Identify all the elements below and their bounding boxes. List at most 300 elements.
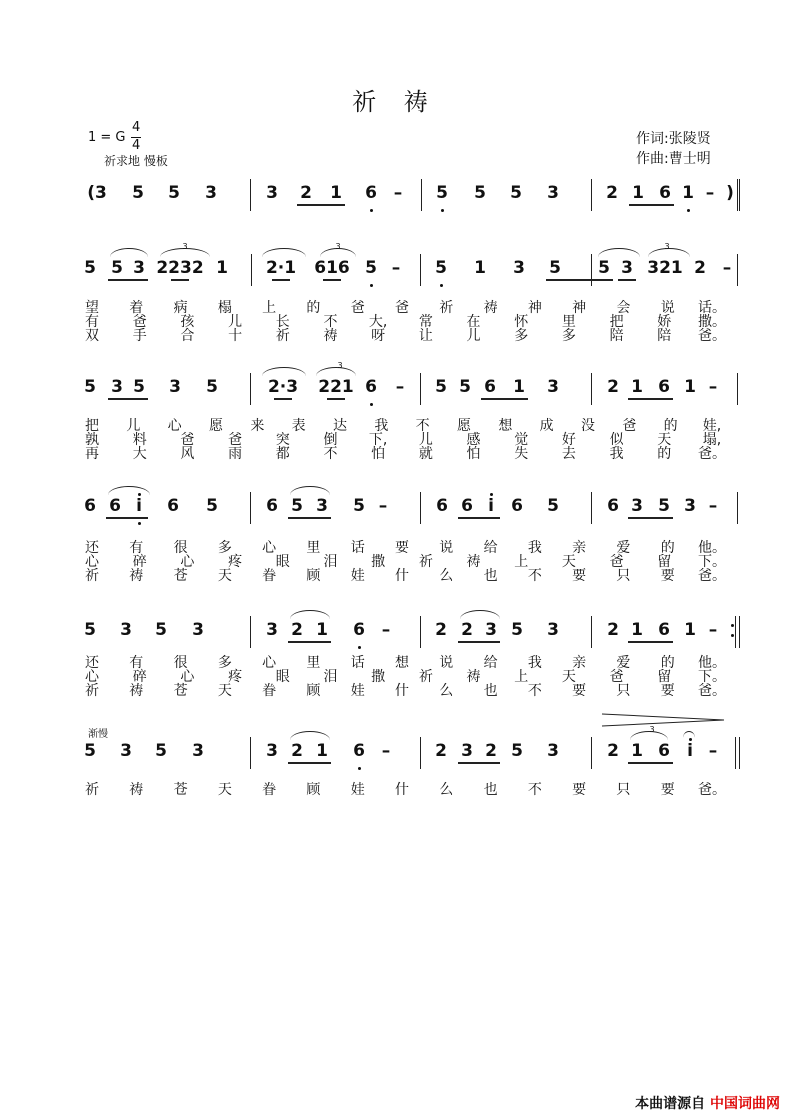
bar-line	[737, 254, 738, 286]
lyric-char: 不	[527, 683, 542, 699]
lyric-char: 儿	[418, 432, 433, 448]
lyric-char: 很	[173, 540, 188, 556]
lyric-char: 碎	[132, 669, 147, 685]
slur	[290, 731, 330, 740]
lyric-char: 祷	[129, 568, 144, 584]
lyric-char: 塌,	[702, 432, 722, 448]
slur	[110, 248, 148, 257]
lyric-char: 上	[262, 300, 277, 316]
lyric-char: 再	[85, 446, 99, 462]
bar-line	[591, 616, 592, 648]
time-signature-top: 4	[132, 120, 141, 135]
note: 221	[318, 377, 354, 397]
note: 3	[192, 741, 204, 761]
lyric-char: 疼	[228, 669, 243, 685]
lyric-char: 天	[217, 782, 232, 798]
beam-underline	[628, 398, 673, 400]
high-octave-dot	[689, 738, 692, 741]
lyric-char: 榻	[217, 300, 232, 316]
beam-underline	[171, 279, 189, 281]
note: 3	[547, 377, 559, 397]
note: 6	[84, 496, 96, 516]
note: 3	[120, 741, 132, 761]
lyric-char: 话	[350, 540, 365, 556]
low-octave-dot	[358, 767, 361, 770]
triplet-mark: 3	[664, 242, 670, 251]
note: 1	[330, 183, 342, 203]
lyric-char: 倒	[323, 432, 338, 448]
beam-underline	[106, 517, 148, 519]
low-octave-dot	[441, 209, 444, 212]
note: 2·3	[267, 377, 299, 397]
slur	[598, 248, 640, 257]
note: 3	[485, 620, 497, 640]
bar-line	[591, 373, 592, 405]
lyric-char: 么	[439, 568, 454, 584]
bar-line	[739, 616, 740, 648]
beam-underline	[628, 517, 673, 519]
lyric-char: 只	[616, 568, 631, 584]
note: 6	[658, 741, 670, 761]
lyric-char: 什	[395, 683, 409, 699]
fermata-icon	[683, 731, 695, 738]
lyric-char: 都	[275, 446, 290, 462]
slur	[290, 610, 330, 619]
slur	[316, 367, 356, 376]
bar-line	[737, 179, 738, 211]
lyric-char: 我	[527, 655, 542, 671]
note: 6	[353, 741, 365, 761]
note: 2	[300, 183, 312, 203]
note: 616	[314, 258, 350, 278]
lyric-char: 把	[85, 418, 99, 434]
lyric-char: 要	[572, 568, 587, 584]
lyric-char: 眼	[275, 554, 290, 570]
lyric-char: 让	[418, 328, 433, 344]
lyric-char: 祈	[85, 683, 99, 699]
composer-credit: 作曲:曹士明	[636, 151, 711, 167]
lyric-char: 祈	[85, 568, 99, 584]
lyric-char: 爸	[180, 432, 195, 448]
note: 5	[111, 258, 123, 278]
lyric-char: 望	[85, 300, 99, 316]
lyric-char: 达	[333, 418, 347, 434]
lyric-char: 风	[180, 446, 195, 462]
lyric-char: 陪	[609, 328, 624, 344]
note: –	[708, 377, 718, 397]
note: 3	[111, 377, 123, 397]
lyric-char: 苍	[173, 782, 188, 798]
lyric-char: 有	[129, 655, 144, 671]
lyric-char: 爸	[350, 300, 365, 316]
low-octave-dot	[370, 209, 373, 212]
lyric-char: 在	[466, 314, 481, 330]
lyric-char: 留	[657, 554, 672, 570]
note: 6	[167, 496, 179, 516]
lyric-char: 多	[514, 328, 529, 344]
note: i	[488, 496, 494, 516]
note: 1	[216, 258, 228, 278]
lyric-char: 我	[527, 540, 542, 556]
lyric-char: 不	[415, 418, 430, 434]
note: 3	[205, 183, 217, 203]
lyric-char: 大,	[368, 314, 388, 330]
lyric-char: 常	[418, 314, 433, 330]
beam-underline	[629, 204, 674, 206]
lyric-char: 料	[132, 432, 147, 448]
lyric-char: 好	[561, 432, 576, 448]
note: 2	[485, 741, 497, 761]
beam-underline	[546, 279, 613, 281]
note: –	[708, 620, 718, 640]
lyric-char: 不	[527, 782, 542, 798]
lyric-char: 眷	[262, 683, 277, 699]
note: 6	[461, 496, 473, 516]
note: 1	[316, 741, 328, 761]
note: 6	[607, 496, 619, 516]
footer-site-link[interactable]: 中国词曲网	[710, 1096, 780, 1112]
score-row-1	[0, 183, 790, 243]
lyric-char: 苍	[173, 568, 188, 584]
lyric-char: 天	[217, 568, 232, 584]
note: –	[391, 258, 401, 278]
lyric-char: 话	[350, 655, 365, 671]
lyric-char: 的	[657, 446, 672, 462]
note: 6	[436, 496, 448, 516]
lyric-char: 泪	[323, 554, 338, 570]
lyric-char: 也	[483, 683, 498, 699]
lyric-char: 长	[275, 314, 290, 330]
beam-underline	[272, 279, 290, 281]
lyric-char: 祷	[323, 328, 338, 344]
beam-underline	[458, 517, 500, 519]
lyric-char: 祷	[466, 554, 481, 570]
lyric-char: 天	[561, 554, 576, 570]
lyric-char: 表	[291, 418, 306, 434]
lyric-char: 把	[609, 314, 624, 330]
lyric-char: 撒。	[698, 314, 726, 330]
lyric-char: 天	[657, 432, 672, 448]
lyric-char: 手	[132, 328, 147, 344]
bar-line	[735, 737, 736, 769]
lyric-char: 撒	[371, 554, 386, 570]
lyric-char: 心	[85, 669, 99, 685]
lyric-char: 有	[129, 540, 144, 556]
lyric-char: 不	[527, 568, 542, 584]
lyric-char: 大	[132, 446, 147, 462]
slur	[290, 486, 330, 495]
lyric-char: 孩	[180, 314, 195, 330]
note: 2	[291, 620, 303, 640]
bar-line	[420, 373, 421, 405]
high-octave-dot	[490, 493, 493, 496]
low-octave-dot	[138, 522, 141, 525]
lyric-char: 亲	[572, 655, 587, 671]
note: –	[705, 183, 715, 203]
note: 1	[474, 258, 486, 278]
lyric-char: 下。	[698, 669, 726, 685]
lyric-char: 眷	[262, 568, 277, 584]
lyric-char: 天	[561, 669, 576, 685]
note: 1	[513, 377, 525, 397]
lyric-char: 他。	[698, 655, 726, 671]
lyric-char: 说	[660, 300, 675, 316]
bar-line	[739, 737, 740, 769]
lyric-char: 祈	[275, 328, 290, 344]
lyric-char: 病	[173, 300, 188, 316]
lyric-char: 下,	[368, 432, 388, 448]
note: –	[395, 377, 405, 397]
beam-underline	[458, 762, 500, 764]
lyric-char: 疼	[228, 554, 243, 570]
lyric-char: 心	[262, 655, 277, 671]
note: 3	[266, 183, 278, 203]
low-octave-dot	[358, 646, 361, 649]
time-signature-bottom: 4	[132, 138, 141, 153]
lyric-char: 孰	[85, 432, 99, 448]
lyric-char: 雨	[228, 446, 243, 462]
beam-underline	[108, 398, 148, 400]
lyric-char: 爸。	[698, 328, 726, 344]
lyric-char: 的	[660, 540, 675, 556]
lyric-char: 双	[85, 328, 99, 344]
lyric-char: 亲	[572, 540, 587, 556]
lyric-char: 眼	[275, 669, 290, 685]
bar-line	[591, 737, 592, 769]
lyric-char: 爸	[132, 314, 147, 330]
note: 5	[511, 741, 523, 761]
note: 3	[513, 258, 525, 278]
lyric-char: 么	[439, 782, 454, 798]
beam-underline	[288, 641, 331, 643]
repeat-dot	[731, 624, 734, 627]
lyric-char: 心	[85, 554, 99, 570]
lyric-char: 怕	[466, 446, 481, 462]
note: 5	[436, 183, 448, 203]
lyric-char: 有	[85, 314, 99, 330]
note: 1	[631, 741, 643, 761]
lyric-char: 多	[217, 540, 232, 556]
beam-underline	[628, 641, 673, 643]
note: 3	[461, 741, 473, 761]
note: 5	[168, 183, 180, 203]
lyric-char: 想	[498, 418, 513, 434]
lyric-char: 爸。	[698, 446, 726, 462]
lyric-char: 娃	[350, 782, 365, 798]
key-signature: 1 = G	[88, 130, 126, 145]
lyric-char: 愿	[209, 418, 223, 434]
note: 5	[133, 377, 145, 397]
lyric-char: 还	[85, 540, 99, 556]
bar-line	[420, 254, 421, 286]
note: 6	[659, 183, 671, 203]
lyric-char: 心	[180, 669, 195, 685]
note: –	[378, 496, 388, 516]
note: 3	[547, 620, 559, 640]
note: 6	[365, 377, 377, 397]
lyric-char: 祷	[466, 669, 481, 685]
beam-underline	[288, 762, 331, 764]
low-octave-dot	[440, 284, 443, 287]
bar-line	[591, 492, 592, 524]
note: 1	[684, 620, 696, 640]
note: 5	[598, 258, 610, 278]
bar-line	[735, 616, 736, 648]
beam-underline	[274, 398, 292, 400]
note: 2·1	[265, 258, 297, 278]
lyric-char: 还	[85, 655, 99, 671]
lyric-char: 里	[306, 540, 321, 556]
note: 3	[621, 258, 633, 278]
note: 3	[684, 496, 696, 516]
lyric-char: 不	[323, 446, 338, 462]
lyric-char: 娃,	[702, 418, 722, 434]
slur	[460, 610, 500, 619]
lyric-char: 祷	[483, 300, 498, 316]
lyric-char: 来	[250, 418, 265, 434]
lyric-char: 只	[616, 683, 631, 699]
note: 5	[459, 377, 471, 397]
note: 3	[169, 377, 181, 397]
lyric-char: 么	[439, 683, 454, 699]
lyric-char: 怀	[514, 314, 529, 330]
lyric-char: 似	[609, 432, 624, 448]
note: 2	[607, 377, 619, 397]
note: 5	[474, 183, 486, 203]
bar-line	[421, 179, 422, 211]
lyric-char: 爱	[616, 540, 631, 556]
note: 5	[84, 258, 96, 278]
lyric-char: 碎	[132, 554, 147, 570]
beam-underline	[323, 279, 341, 281]
triplet-mark: 3	[182, 242, 188, 251]
lyric-char: 要	[572, 683, 587, 699]
note: i	[687, 741, 693, 761]
bar-line	[250, 373, 251, 405]
lyric-char: 要	[660, 683, 675, 699]
note: 3	[266, 620, 278, 640]
footer-prefix: 本曲谱源自	[635, 1096, 706, 1112]
note: 321	[647, 258, 683, 278]
lyric-char: 的	[660, 655, 675, 671]
lyric-char: 爸。	[698, 683, 726, 699]
note: 5	[547, 496, 559, 516]
note: 2	[461, 620, 473, 640]
lyric-char: 爸。	[698, 568, 726, 584]
lyric-char: 心	[262, 540, 277, 556]
lyric-char: 祷	[129, 782, 144, 798]
score-row-5	[0, 620, 790, 680]
note: –	[393, 183, 403, 203]
lyric-char: 娇	[657, 314, 672, 330]
note: 1	[631, 377, 643, 397]
lyric-char: 说	[439, 655, 454, 671]
lyric-char: 要	[572, 782, 587, 798]
note: 5	[84, 741, 96, 761]
lyric-char: 失	[514, 446, 529, 462]
lyric-char: 祈	[85, 782, 99, 798]
bar-line	[250, 492, 251, 524]
lyric-char: 爱	[616, 655, 631, 671]
lyric-char: 给	[483, 655, 498, 671]
lyric-char: 成	[539, 418, 554, 434]
lyric-char: 心	[167, 418, 182, 434]
note: 5	[365, 258, 377, 278]
note: 2	[694, 258, 706, 278]
lyric-char: 祈	[418, 669, 433, 685]
bar-line	[591, 179, 592, 211]
bar-line	[251, 254, 252, 286]
lyric-char: 儿	[228, 314, 243, 330]
note: –	[708, 741, 718, 761]
note: 1	[632, 183, 644, 203]
lyric-char: 多	[217, 655, 232, 671]
lyric-char: 陪	[657, 328, 672, 344]
slur	[108, 486, 150, 495]
bar-line	[250, 737, 251, 769]
bar-line	[420, 737, 421, 769]
note: 6	[109, 496, 121, 516]
lyric-char: 觉	[514, 432, 529, 448]
ritardando-marking: 渐慢	[88, 729, 108, 740]
note: 1	[684, 377, 696, 397]
lyric-char: 就	[418, 446, 433, 462]
lyric-char: 顾	[306, 683, 321, 699]
note: 5	[511, 620, 523, 640]
lyric-char: 只	[616, 782, 631, 798]
lyric-char: 也	[483, 782, 498, 798]
lyric-char: 撒	[371, 669, 386, 685]
lyric-char: 说	[439, 540, 454, 556]
song-title: 祈 祷	[352, 88, 438, 116]
note: 5	[84, 620, 96, 640]
lyric-char: 要	[660, 568, 675, 584]
lyric-char: 爸	[622, 418, 637, 434]
note: 3	[547, 183, 559, 203]
note: 6	[266, 496, 278, 516]
lyric-char: 爸。	[698, 782, 726, 798]
note: 3	[316, 496, 328, 516]
bar-line	[420, 492, 421, 524]
decrescendo-wedge	[600, 712, 726, 728]
note: 2	[607, 620, 619, 640]
lyric-char: 他。	[698, 540, 726, 556]
lyric-char: 很	[173, 655, 188, 671]
lyric-char: 什	[395, 782, 409, 798]
note: 1	[631, 620, 643, 640]
note: 6	[658, 377, 670, 397]
bar-line	[737, 492, 738, 524]
note: 1	[316, 620, 328, 640]
note: (3	[87, 183, 107, 203]
note: –	[708, 496, 718, 516]
lyric-char: 顾	[306, 782, 321, 798]
lyric-char: 要	[660, 782, 675, 798]
lyric-char: 给	[483, 540, 498, 556]
lyric-char: 神	[527, 300, 542, 316]
tempo-marking: 祈求地 慢板	[104, 154, 168, 168]
beam-underline	[297, 204, 345, 206]
note: 6	[365, 183, 377, 203]
lyric-char: 眷	[262, 782, 277, 798]
note: 6	[511, 496, 523, 516]
lyric-char: 留	[657, 669, 672, 685]
beam-underline	[327, 398, 345, 400]
note: 3	[266, 741, 278, 761]
beam-underline	[628, 762, 673, 764]
lyric-char: 儿	[466, 328, 481, 344]
lyric-char: 想	[395, 655, 409, 671]
